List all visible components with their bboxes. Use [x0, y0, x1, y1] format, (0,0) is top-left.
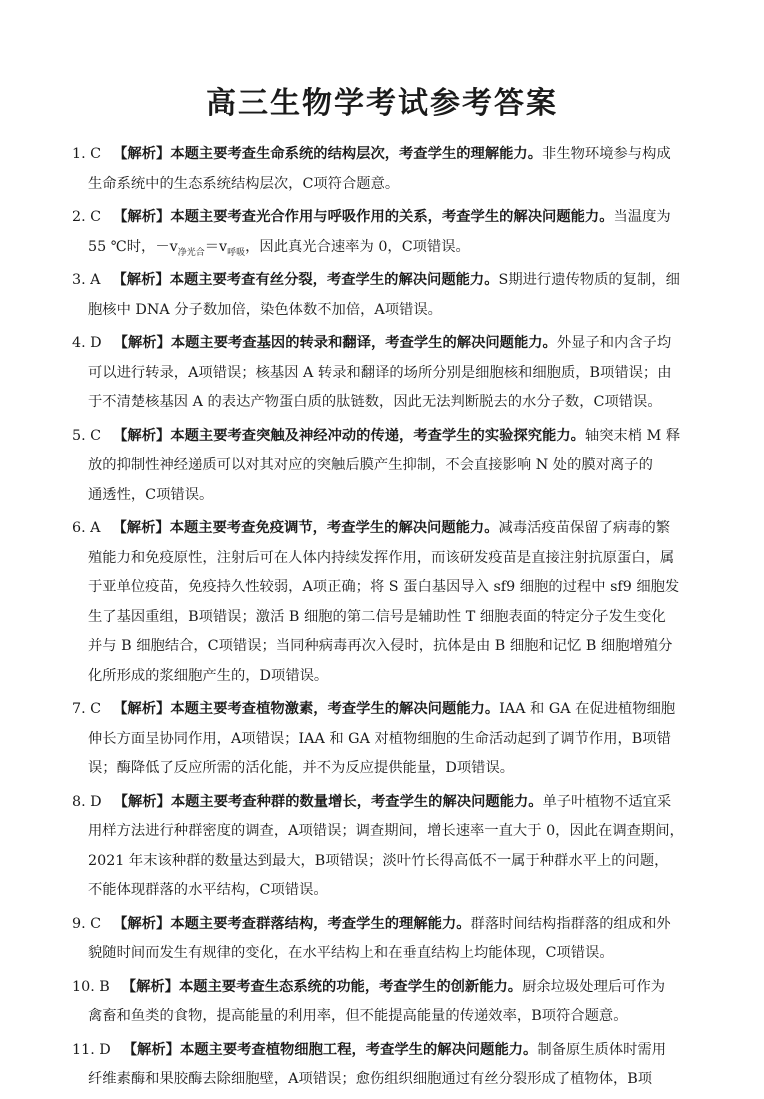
analysis-text-formula: 55 ℃时，$-v_{净光合}=v_{呼吸}$，因此真光合速率为 0，C项错误。	[88, 238, 470, 258]
analysis-tag: 【解析】	[121, 978, 179, 995]
answer-number: 11. D	[72, 1041, 111, 1058]
analysis-text: 并与 B 细胞结合，C项错误；当同种病毒再次入侵时，抗体是由 B 细胞和记忆 B 细胞增殖分	[88, 638, 673, 654]
analysis-tag: 【解析】	[112, 520, 170, 536]
analysis-text: 非生物环境参与构成	[542, 146, 671, 162]
analysis-focus: 本题主要考查群落结构，考查学生的理解能力。	[170, 915, 471, 932]
analysis-focus: 本题主要考查生命系统的结构层次，考查学生的理解能力。	[170, 146, 543, 162]
analysis-tag: 【解析】	[113, 701, 171, 717]
analysis-text: 群落时间结构指群落的组成和外	[470, 915, 671, 932]
answer-number: 5. C	[72, 427, 102, 444]
analysis-text: 禽畜和鱼类的食物，提高能量的利用率，但不能提高能量的传递效率，B项符合题意。	[88, 1008, 628, 1024]
answer-list	[72, 140, 694, 1099]
answer-item-2	[72, 203, 694, 262]
analysis-text: 放的抑制性神经递质可以对其对应的突触后膜产生抑制，不会直接影响 N 处的膜对离子的	[88, 457, 653, 473]
analysis-text: 殖能力和免疫原性，注射后可在人体内持续发挥作用，而该研发疫苗是直接注射抗原蛋白，属	[88, 549, 675, 566]
answer-item-1	[72, 140, 694, 199]
answer-item-4	[72, 329, 694, 418]
analysis-focus: 本题主要考查植物激素，考查学生的解决问题能力。	[170, 701, 500, 717]
analysis-text: 伸长方面呈协同作用，A项错误；IAA 和 GA 对植物细胞的生命活动起到了调节作用，B项错	[88, 730, 671, 747]
analysis-tag: 【解析】	[113, 209, 171, 225]
analysis-tag: 【解析】	[113, 793, 171, 810]
analysis-text: 当温度为	[613, 209, 671, 225]
analysis-text: 2021 年末该种群的数量达到最大，B项错误；淡叶竹长得高低不一属于种群水平上的问题，	[88, 852, 669, 869]
answer-number: 2. C	[72, 209, 102, 225]
analysis-tag: 【解析】	[113, 335, 171, 351]
analysis-focus: 本题主要考查生态系统的功能，考查学生的创新能力。	[178, 978, 523, 995]
answer-number: 9. C	[72, 915, 102, 932]
answer-number: 8. D	[72, 793, 102, 810]
analysis-focus: 本题主要考查种群的数量增长，考查学生的解决问题能力。	[170, 793, 543, 810]
analysis-focus: 本题主要考查有丝分裂，考查学生的解决问题能力。	[169, 272, 499, 288]
analysis-text: 貌随时间而发生有规律的变化，在水平结构上和在垂直结构上均能体现，C项错误。	[88, 945, 614, 961]
analysis-tag: 【解析】	[112, 272, 170, 288]
answer-number: 7. C	[72, 701, 102, 717]
page-title: 高三生物学考试参考答案	[206, 86, 558, 121]
analysis-text: 生命系统中的生态系统结构层次，C项符合题意。	[88, 175, 400, 192]
answer-item-3	[72, 266, 694, 325]
analysis-text: 胞核中 DNA 分子数加倍，染色体数不加倍，A项错误。	[88, 301, 442, 318]
analysis-text: 用样方法进行种群密度的调查，A项错误；调查期间，增长速率一直大于 0，因此在调查期间，	[88, 823, 684, 839]
analysis-text: 厨余垃圾处理后可作为	[522, 978, 666, 995]
analysis-text: 制备原生质体时需用	[537, 1041, 667, 1058]
answer-number: 6. A	[72, 520, 101, 536]
analysis-text: 于不清楚核基因 A 的表达产物蛋白质的肽链数，因此无法判断脱去的水分子数，C项错误。	[88, 394, 662, 410]
analysis-tag: 【解析】	[113, 146, 171, 162]
answer-item-7	[72, 695, 694, 784]
analysis-text: 生了基因重组，B项错误；激活 B 细胞的第二信号是辅助性 T 细胞表面的特定分子发生变化	[88, 608, 666, 625]
answer-item-6	[72, 514, 694, 691]
analysis-text: S期进行遗传物质的复制，细	[498, 272, 680, 288]
analysis-text: 于亚单位疫苗，免疫持久性较弱，A项正确；将 S 蛋白基因导入 sf9 细胞的过程中 sf9 细胞发	[88, 579, 680, 595]
analysis-text: 可以进行转录，A项错误；核基因 A 转录和翻译的场所分别是细胞核和细胞质，B项错误；由	[88, 364, 672, 381]
answer-item-11	[72, 1036, 694, 1095]
answer-item-5	[72, 422, 694, 511]
analysis-tag: 【解析】	[113, 915, 171, 932]
answer-number: 1. C	[72, 146, 102, 162]
analysis-focus: 本题主要考查突触及神经冲动的传递，考查学生的实验探究能力。	[170, 427, 585, 444]
analysis-text: 通透性，C项错误。	[88, 486, 214, 503]
analysis-text: 外显子和内含子均	[556, 335, 672, 351]
analysis-text: IAA 和 GA 在促进植物细胞	[499, 701, 676, 717]
answer-item-8	[72, 788, 694, 906]
analysis-tag: 【解析】	[113, 427, 171, 444]
analysis-focus: 本题主要考查基因的转录和翻译，考查学生的解决问题能力。	[170, 335, 557, 351]
analysis-tag: 【解析】	[122, 1041, 180, 1058]
analysis-focus: 本题主要考查免疫调节，考查学生的解决问题能力。	[169, 520, 499, 536]
analysis-text: 单子叶植物不适宜采	[542, 793, 672, 810]
analysis-text: 化所形成的浆细胞产生的，D项错误。	[88, 667, 329, 684]
analysis-text: 减毒活疫苗保留了病毒的繁	[498, 520, 671, 536]
answer-number: 3. A	[72, 272, 101, 288]
analysis-text: 纤维素酶和果胶酶去除细胞壁，A项错误；愈伤组织细胞通过有丝分裂形成了植物体，B项	[88, 1071, 653, 1087]
analysis-text: 轴突末梢 M 释	[584, 427, 681, 444]
analysis-text: 误；酶降低了反应所需的活化能，并不为反应提供能量，D项错误。	[88, 760, 515, 776]
analysis-focus: 本题主要考查光合作用与呼吸作用的关系，考查学生的解决问题能力。	[170, 209, 614, 225]
analysis-focus: 本题主要考查植物细胞工程，考查学生的解决问题能力。	[179, 1041, 538, 1058]
answer-item-10	[72, 973, 694, 1032]
answer-item-9	[72, 910, 694, 969]
answer-number: 10. B	[72, 978, 110, 995]
answer-number: 4. D	[72, 335, 102, 351]
analysis-text: 不能体现群落的水平结构，C项错误。	[88, 882, 328, 898]
